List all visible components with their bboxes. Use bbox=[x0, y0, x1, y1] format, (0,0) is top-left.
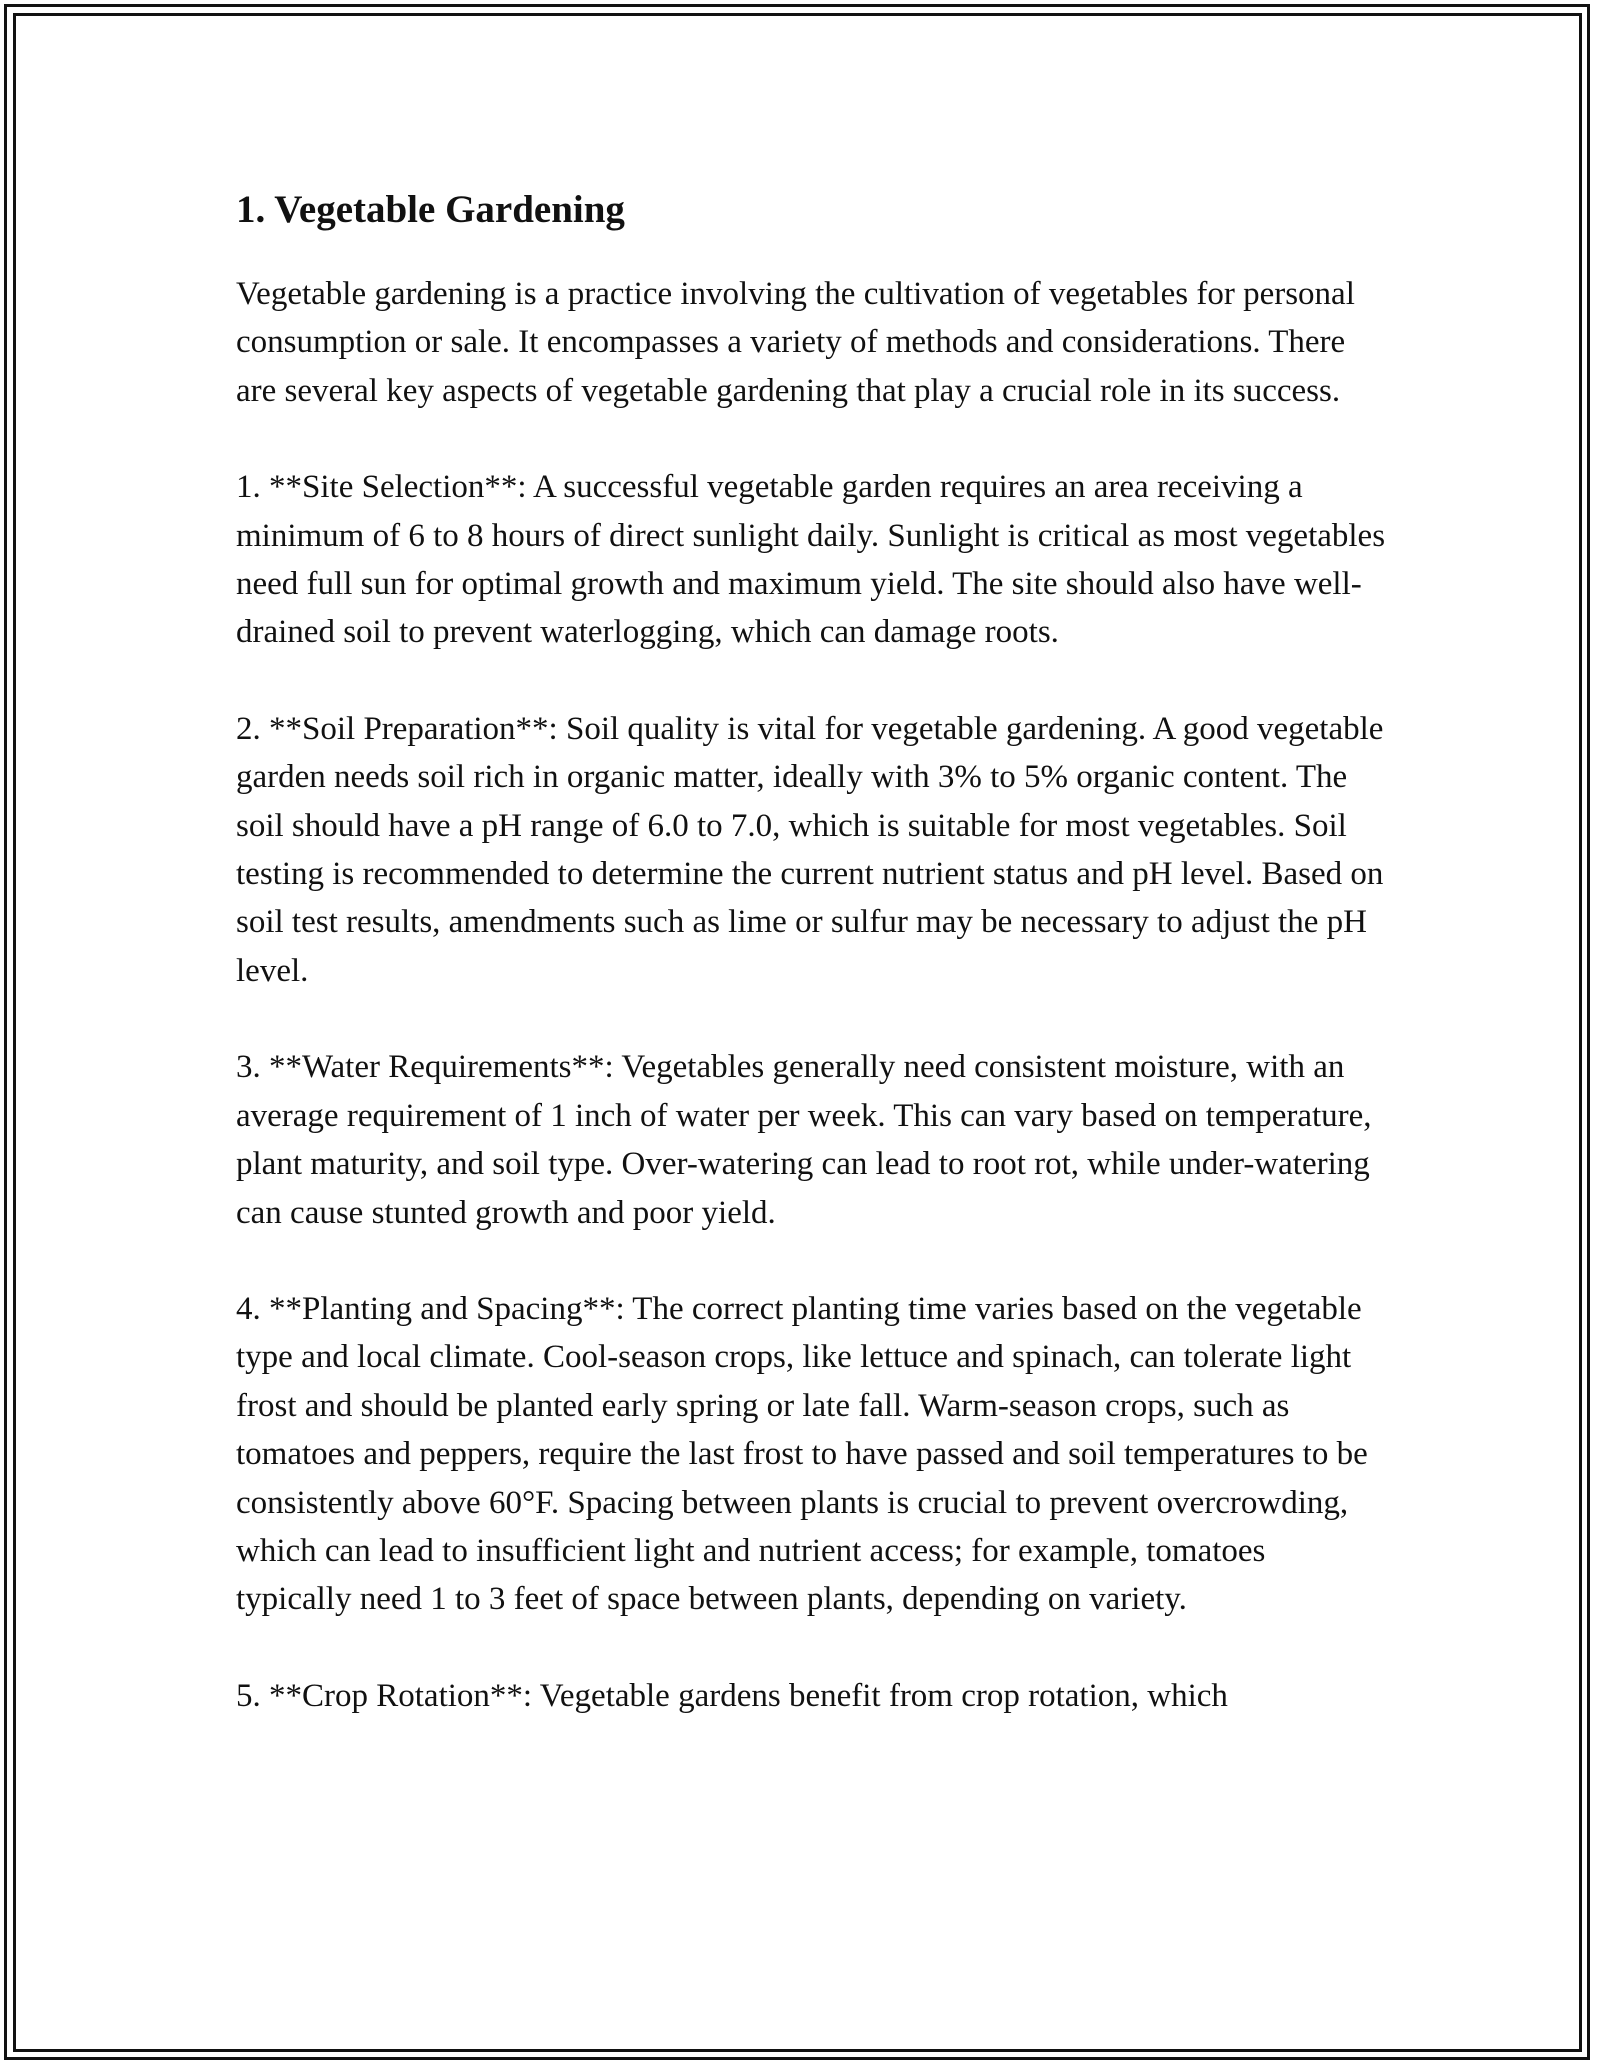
soil-preparation-paragraph: 2. **Soil Preparation**: Soil quality is vital for vegetable gardening. A good vegetable garden needs soil rich in organic matter, ideally with 3% to 5% organic content. The soil should have a pH range of 6.0 to 7.0, which is suitable for most vegetables. Soil testing is recommended to determine the current nutrient status and pH level. Based on soil test results, amendments such as lime or sulfur may be necessary to adjust the pH level. bbox=[236, 710, 1384, 989]
document-body bbox=[236, 180, 1386, 1768]
planting-spacing-paragraph: 4. **Planting and Spacing**: The correct planting time varies based on the vegetable type and local climate. Cool-season crops, like lettuce and spinach, can tolerate light frost and should be planted early spring or late fall. Warm-season crops, such as tomatoes and peppers, require the last frost to have passed and soil temperatures to be consistently above 60°F. Spacing between plants is crucial to prevent overcrowding, which can lead to insufficient light and nutrient access; for example, tomatoes typically need 1 to 3 feet of space between plants, depending on variety. bbox=[236, 1290, 1368, 1618]
crop-rotation-paragraph: 5. **Crop Rotation**: Vegetable gardens benefit from crop rotation, which bbox=[236, 1677, 1228, 1714]
section-title: 1. Vegetable Gardening bbox=[236, 188, 625, 231]
intro-paragraph: Vegetable gardening is a practice involving the cultivation of vegetables for personal consumption or sale. It encompasses a variety of methods and considerations. There are several key aspects of vegetable gardening that play a crucial role in its success. bbox=[236, 276, 1355, 409]
site-selection-paragraph: 1. **Site Selection**: A successful vegetable garden requires an area receiving a minimum of 6 to 8 hours of direct sunlight daily. Sunlight is critical as most vegetables need full sun for optimal growth and maximum yield. The site should also have well-drained soil to prevent waterlogging, which can damage roots. bbox=[236, 469, 1386, 651]
water-requirements-paragraph: 3. **Water Requirements**: Vegetables generally need consistent moisture, with an average requirement of 1 inch of water per week. This can vary based on temperature, plant maturity, and soil type. Over-watering can lead to root rot, while under-watering can cause stunted growth and poor yield. bbox=[236, 1049, 1372, 1231]
